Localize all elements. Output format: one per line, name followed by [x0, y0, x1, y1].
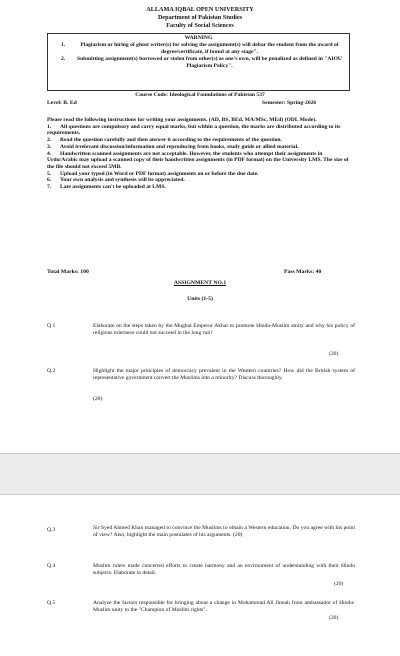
- question-marks: (20): [329, 615, 339, 621]
- question-marks: (20): [233, 532, 243, 538]
- warning-item-text: Plagiarism or hiring of ghost writer(s) for solving the assignment(s) will debar the student from the award of degree/certificate, if found at any stage".: [80, 41, 339, 55]
- question-text: Elaborate on the steps taken by the Mughal Emperor Akbar to promote Hindu-Muslim amity and why his policy of religious tolerance could not succeed in the long run?: [93, 323, 355, 336]
- university-name: ALLAMA IQBAL OPEN UNIVERSITY: [146, 6, 254, 13]
- question-text: Highlight the major principles of democracy prevalent in the Western countries? How did the British system of representative government convert the Muslims into a minority? Discuss thoroughly.: [93, 368, 355, 381]
- question-marks: (20): [93, 396, 103, 402]
- instruction-number: 1.: [47, 123, 52, 130]
- page-divider: [0, 494, 400, 495]
- instruction-text: Upload your typed (in Word or PDF format) assignments on or before the due date.: [60, 170, 259, 177]
- warning-item-text: Submitting assignment(s) borrowed or stolen from other(s) as one's own, will be penalized as defined in "AIOU Plagiarism Policy".: [77, 55, 342, 69]
- question-label: Q.5: [47, 600, 56, 606]
- warning-item-number: 2.: [61, 55, 66, 62]
- question-label: Q.3: [47, 527, 56, 533]
- total-marks: Total Marks: 100: [47, 269, 89, 275]
- question: [93, 368, 355, 382]
- instruction-text: Read the question carefully and then answer it according to the requirements of the question.: [60, 137, 282, 144]
- warning-item: [48, 42, 349, 56]
- question-marks: (20): [329, 351, 339, 357]
- units: Units (1-5): [187, 296, 213, 302]
- course-code: Course Code: Ideological Foundations of Pakistan 537: [135, 92, 265, 98]
- instruction-text: Handwritten scanned assignments are not acceptable. However, the students who attempt their assignments in Urdu/Arabic may upload a scanned copy of their handwritten assignments (in PDF format) on the University LMS. The size of the file should not exceed 5MB.: [47, 150, 349, 170]
- instruction-item: [47, 124, 353, 137]
- question-label: Q.4: [47, 563, 56, 569]
- instruction-text: All questions are compulsory and carry equal marks, but within a question, the marks are distributed according to its requirements.: [47, 123, 341, 137]
- warning-title: WARNING: [184, 35, 213, 41]
- question-text: Muslim rulers made concerted efforts to create harmony and an environment of understanding with their Hindu subjects. Elaborate in detail.: [93, 563, 355, 576]
- question-text: Analyze the factors responsible for bringing about a change in Mohammad Ali Jinnah from ambassador of Hindu- Muslim unity to the "Champion of Muslim rights".: [93, 600, 355, 613]
- instruction-item: [47, 184, 353, 191]
- question: [93, 525, 355, 539]
- department-name: Department of Pakistan Studies: [157, 14, 243, 21]
- instructions-intro: Please read the following instructions for writing your assignments. (AD, BS, BEd, MA/MSc, MEd) (ODL Mode).: [47, 117, 317, 123]
- instructions: [47, 117, 353, 191]
- warning-item: [48, 56, 349, 70]
- warning-item-number: 1.: [61, 41, 66, 48]
- instruction-text: Your own analysis and synthesis will be appreciated.: [60, 177, 185, 184]
- level: Level: B. Ed: [47, 100, 77, 106]
- faculty-name: Faculty of Social Sciences: [166, 22, 234, 29]
- instruction-number: 5.: [47, 170, 52, 177]
- instruction-number: 3.: [47, 143, 52, 150]
- instruction-item: [47, 151, 353, 171]
- instruction-text: Avoid irrelevant discussion/information and reproducing from books, study guide or allied material.: [60, 143, 299, 150]
- instruction-item: [47, 144, 353, 151]
- page-gap: [0, 454, 400, 494]
- instruction-text: Late assignments can't be uploaded at LMS.: [60, 184, 166, 191]
- question-label: Q.2: [47, 368, 56, 374]
- instruction-item: [47, 177, 353, 184]
- instruction-number: 2.: [47, 137, 52, 144]
- question-text: Sir Syed Ahmed Khan managed to convince the Muslims to obtain a Western education. Do you agree with his point of view? Also, highlight the main postulates of his arguments.: [93, 525, 355, 538]
- instruction-item: [47, 171, 353, 178]
- semester: Semester: Spring-2026: [262, 100, 317, 106]
- instruction-number: 6.: [47, 177, 52, 184]
- warning-box: [47, 33, 350, 91]
- instruction-number: 7.: [47, 184, 52, 191]
- instruction-item: [47, 137, 353, 144]
- instruction-number: 4.: [47, 150, 52, 157]
- question-label: Q 1: [47, 323, 56, 329]
- assignment-title: ASSIGNMENT NO.1: [173, 280, 227, 286]
- pass-marks: Pass Marks: 40: [284, 269, 322, 275]
- question: [93, 600, 355, 614]
- question: [93, 323, 355, 337]
- question-marks: (20): [334, 581, 344, 587]
- question: [93, 563, 355, 577]
